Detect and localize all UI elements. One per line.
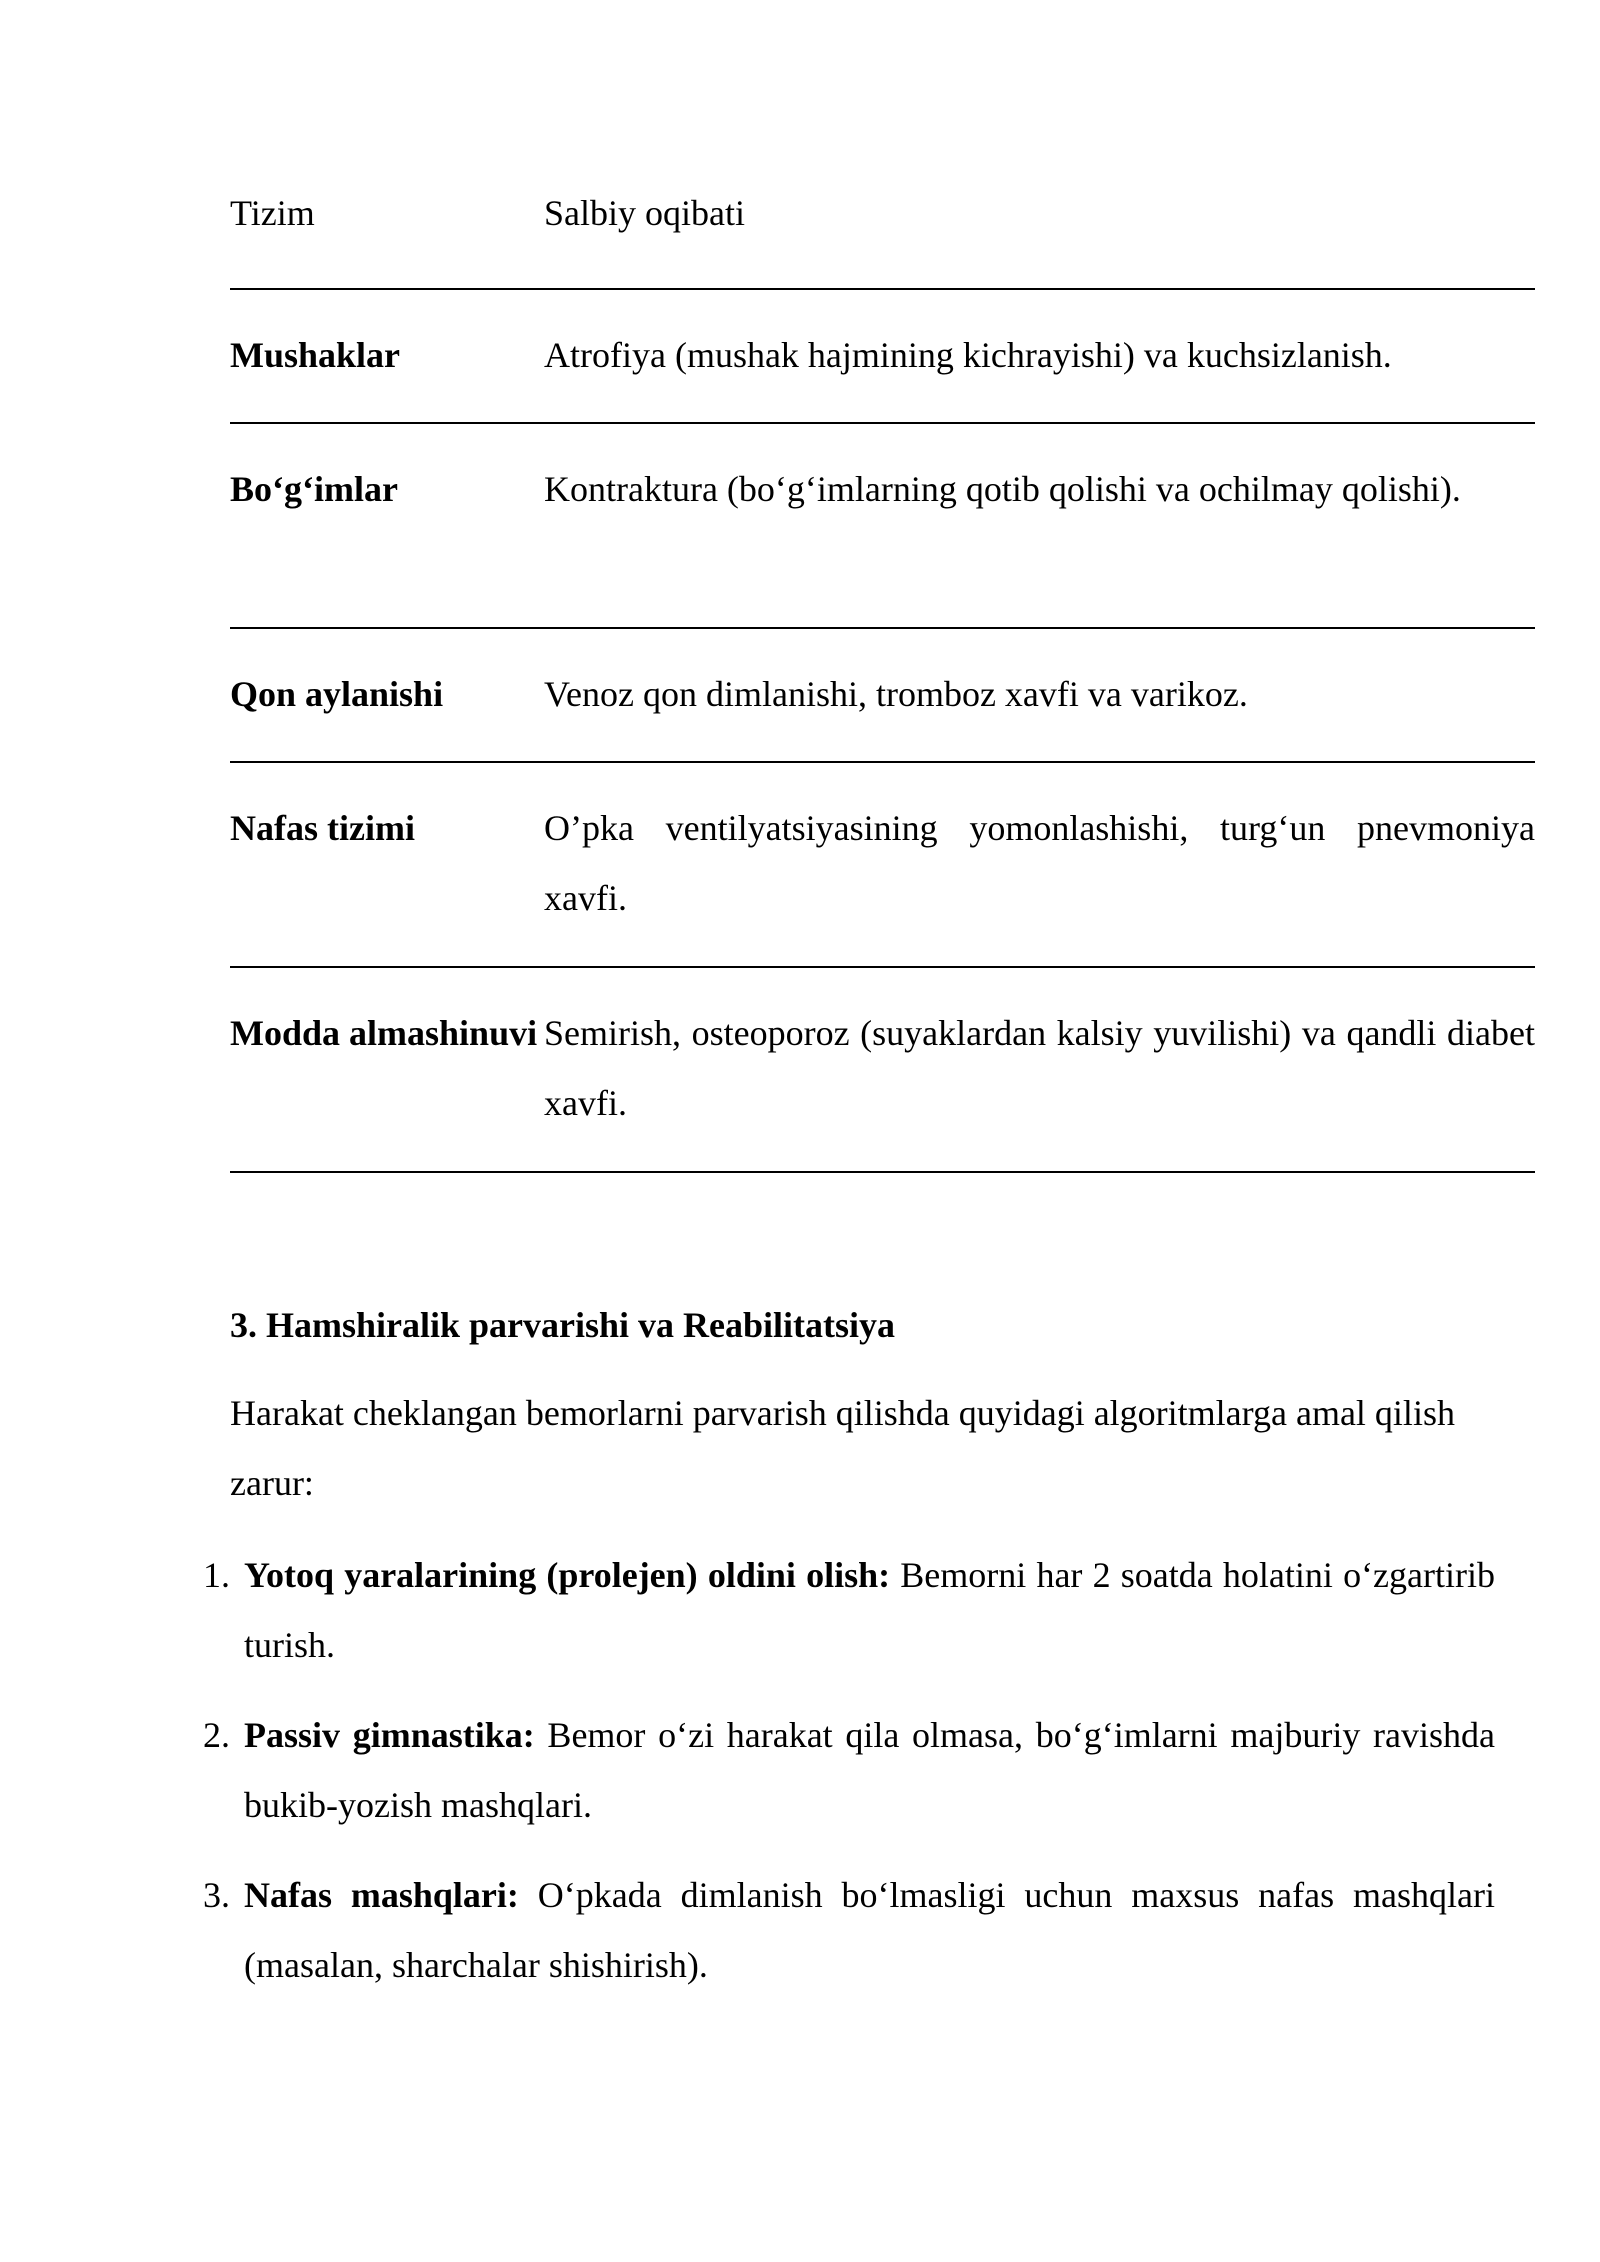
row-effect: Atrofiya (mushak hajmining kichrayishi) va kuchsizlanish.: [544, 335, 1392, 375]
list-item-title: Yotoq yaralarining (prolejen) oldini olish:: [244, 1555, 891, 1595]
row-system: Mushaklar: [230, 335, 401, 375]
list-text: [244, 1540, 1495, 1680]
list-item: [170, 1540, 1495, 1680]
table-row: [230, 422, 1535, 627]
header-system: Tizim: [230, 193, 315, 233]
table-row: [230, 627, 1535, 761]
table-header: [230, 178, 1535, 288]
row-effect: Kontraktura (bo‘g‘imlarning qotib qolishi va ochilmay qolishi).: [544, 469, 1461, 509]
row-system: Qon aylanishi: [230, 674, 444, 714]
row-system: Nafas tizimi: [230, 808, 415, 848]
list-item-title: Nafas mashqlari:: [244, 1875, 519, 1915]
section-heading: 3. Hamshiralik parvarishi va Reabilitatsiya: [230, 1305, 896, 1345]
effects-table: [230, 178, 1535, 1173]
row-effect: O’pka ventilyatsiyasining yomonlashishi, turg‘un pnevmoniya xavfi.: [544, 808, 1535, 918]
list-item-body: O‘pkada dimlanish bo‘lmasligi uchun maxsus nafas mashqlari (masalan, sharchalar shishirish).: [244, 1875, 1495, 1985]
list-text: [244, 1860, 1495, 2000]
row-system: Bo‘g‘imlar: [230, 469, 398, 509]
table-row: [230, 288, 1535, 422]
table-row: [230, 761, 1535, 966]
list-item-body: Bemorni har 2 soatda holatini o‘zgartirib turish.: [244, 1555, 1496, 1665]
list-item: [170, 1700, 1495, 1840]
section-intro: Harakat cheklangan bemorlarni parvarish qilishda quyidagi algoritmlarga amal qilish zarur:: [230, 1393, 1455, 1503]
algorithm-list: [170, 1540, 1495, 2020]
list-text: [244, 1700, 1495, 1840]
list-item: [170, 1860, 1495, 2000]
row-system: Modda almashinuvi: [230, 1013, 538, 1053]
list-number: 3.: [203, 1875, 230, 1915]
table-row: [230, 966, 1535, 1173]
row-effect: Venoz qon dimlanishi, tromboz xavfi va varikoz.: [544, 674, 1248, 714]
list-item-body: Bemor o‘zi harakat qila olmasa, bo‘g‘imlarni majburiy ravishda bukib-yozish mashqlari.: [244, 1715, 1495, 1825]
row-effect: Semirish, osteoporoz (suyaklardan kalsiy yuvilishi) va qandli diabet xavfi.: [544, 1013, 1535, 1123]
list-item-title: Passiv gimnastika:: [244, 1715, 535, 1755]
header-effect: Salbiy oqibati: [544, 193, 745, 233]
list-number: 1.: [203, 1555, 230, 1595]
list-number: 2.: [203, 1715, 230, 1755]
